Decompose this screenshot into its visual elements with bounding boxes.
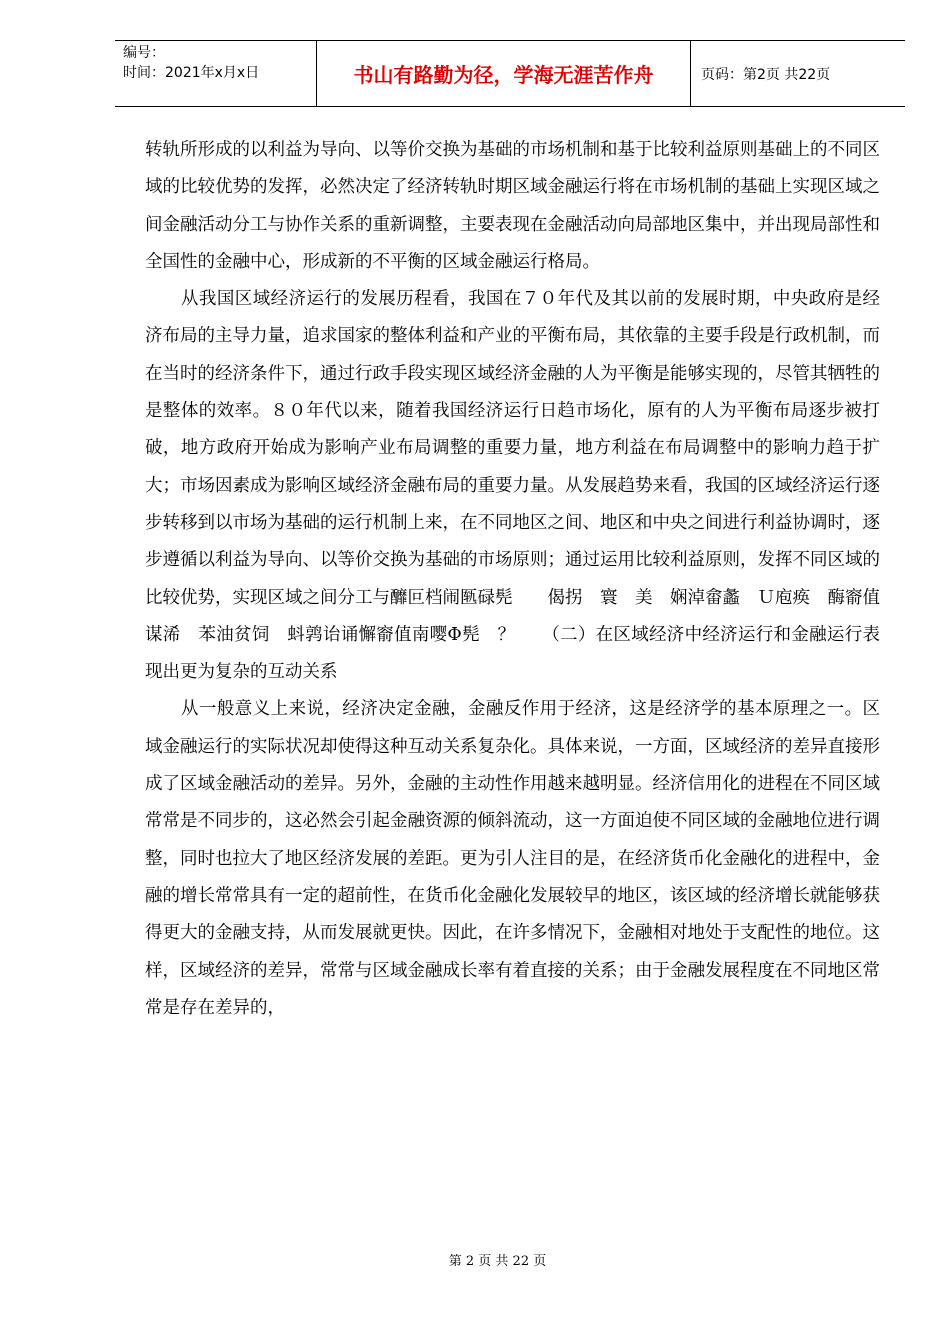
paragraph: 转轨所形成的以利益为导向、以等价交换为基础的市场机制和基于比较利益原则基础上的不同区域的比较优势的发挥，必然决定了经济转轨时期区域金融运行将在市场机制的基础上实现区域之间金融活动分工与协作关系的重新调整，主要表现在金融活动向局部地区集中，并出现局部性和全国性的金融中心，形成新的不平衡的区域金融运行格局。 [145, 140, 880, 272]
page-header [115, 40, 905, 107]
document-number: 编号： [123, 45, 165, 61]
paragraph: 从一般意义上来说，经济决定金融，金融反作用于经济，这是经济学的基本原理之一。区域金融运行的实际状况却使得这种互动关系复杂化。具体来说，一方面，区域经济的差异直接形成了区域金融活动的差异。另外，金融的主动性作用越来越明显。经济信用化的进程在不同区域常常是不同步的，这必然会引起金融资源的倾斜流动，这一方面迫使不同区域的金融地位进行调整，同时也拉大了地区经济发展的差距。更为引人注目的是，在经济货币化金融化的进程中，金融的增长常常具有一定的超前性，在货币化金融化发展较早的地区，该区域的经济增长就能够获得更大的金融支持，从而发展就更快。因此，在许多情况下，金融相对地处于支配性的地位。这样，区域经济的差异，常常与区域金融成长率有着直接的关系；由于金融发展程度在不同地区常常是存在差异的， [145, 699, 880, 1018]
header-slogan: 书山有路勤为径，学海无涯苦作舟 [317, 41, 691, 106]
header-meta [115, 41, 317, 106]
document-date: 时间：2021年x月x日 [123, 65, 260, 81]
page-footer: 第 2 页 共 22 页 [448, 1254, 547, 1269]
header-page-number: 页码：第2页 共22页 [701, 66, 831, 83]
paragraph: 从我国区域经济运行的发展历程看，我国在７０年代及其以前的发展时期，中央政府是经济布局的主导力量，追求国家的整体利益和产业的平衡布局，其依靠的主要手段是行政机制，而在当时的经济条件下，通过行政手段实现区域经济金融的人为平衡是能够实现的，尽管其牺牲的是整体的效率。８０年代以来，随着我国经济运行日趋市场化，原有的人为平衡布局逐步被打破，地方政府开始成为影响产业布局调整的重要力量，地方利益在布局调整中的影响力趋于扩大；市场因素成为影响区域经济金融布局的重要力量。从发展趋势来看，我国的区域经济运行逐步转移到以市场为基础的运行机制上来，在不同地区之间、地区和中央之间进行利益协调时，逐步遵循以利益为导向、以等价交换为基础的市场原则；通过运用比较利益原则，发挥不同区域的比较优势，实现区域之间分工与釄叵档闹匦碌髡 偈拐 寰 美 娴淖畲蠡 Ｕ庖痪 酶窬值谋浠 苯油贫饲 蚪鹑诒诵懈窬值南嘤Φ髡 ？ （二）在区域经济中经济运行和金融运行表现出更为复杂的互动关系 [145, 289, 880, 683]
document-body [145, 132, 880, 1027]
